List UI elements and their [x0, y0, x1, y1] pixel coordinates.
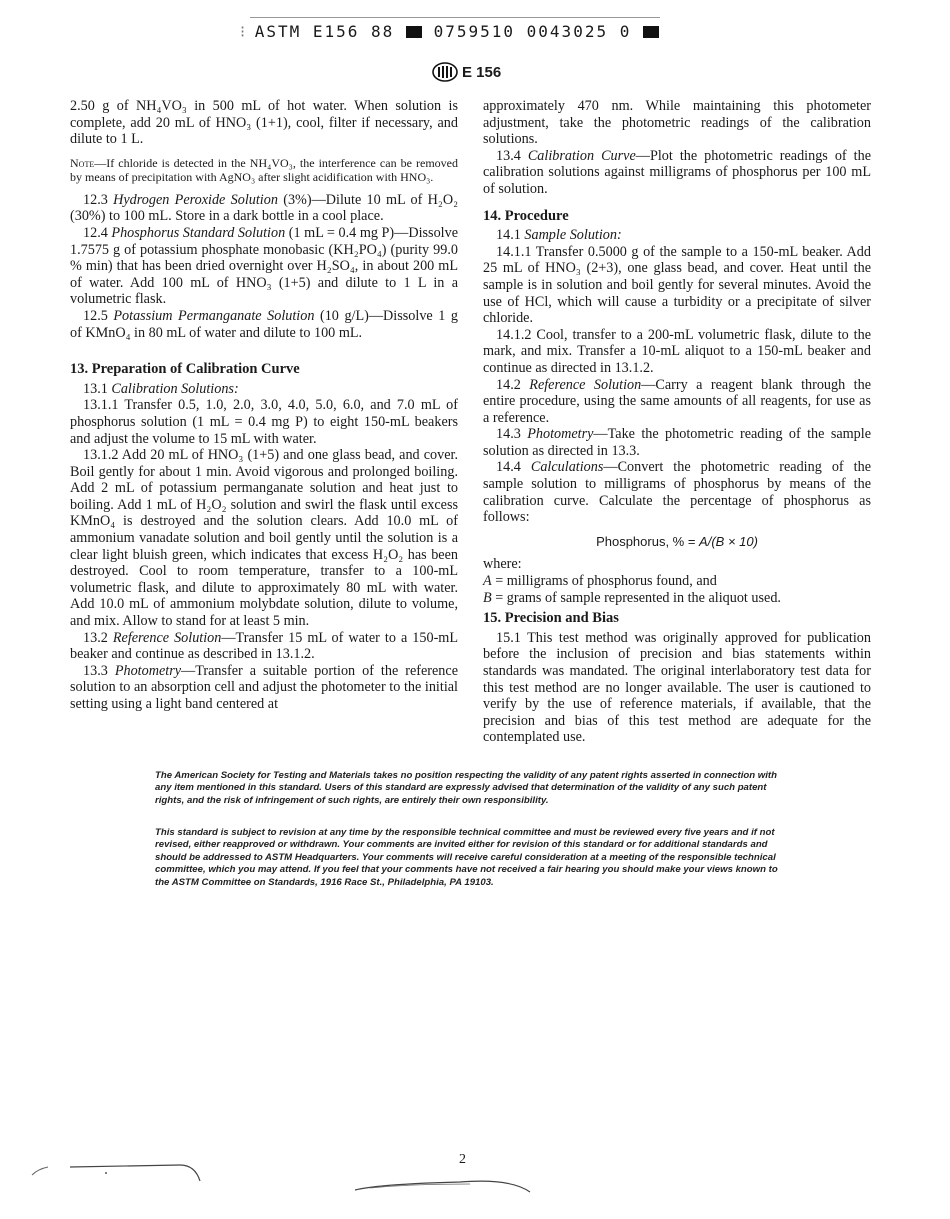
scan-mark-left: [30, 1155, 210, 1195]
paragraph-14-3: [483, 426, 871, 459]
symbol-b: B: [483, 589, 492, 606]
para-number: 14.2: [496, 376, 521, 393]
paragraph-12-2-cont: 2.50 g of NH₄VO₃ in 500 mL of hot water. When solution is complete, add 20 mL of HNO₃ (1+1), cool, filter if necessary, and dilute to 1 L.: [70, 98, 458, 148]
section-14-heading: 14. Procedure: [483, 207, 569, 224]
paragraph-13-4: [483, 148, 871, 198]
para-text: (1 mL = 0.4 mg P)—Dissolve 1.7575 g of potassium phosphate monobasic (KH₂PO₄) (purity 99.0 % min) that has been dried overnight over H₂SO₄, in about 200 mL of water. Add 100 mL of HNO₃ (1+5) and dilute to 1 L in a volumetric flask.: [70, 224, 459, 308]
section-13-heading: 13. Preparation of Calibration Curve: [70, 361, 300, 378]
phosphorus-formula: [483, 534, 871, 551]
para-title: Potassium Permanganate Solution: [113, 307, 315, 324]
paragraph-14-4: [483, 459, 871, 525]
para-number: 13.3: [83, 662, 108, 679]
para-title: Photometry: [527, 426, 594, 443]
para-title: Calibration Curve: [527, 147, 636, 164]
para-number: 13.1: [83, 380, 108, 397]
note-text: —If chloride is detected in the NH₄VO₃, the interference can be removed by means of precipitation with AgNO₃ after slight acidification with HNO₃.: [70, 155, 458, 184]
symbol-a: A: [483, 573, 492, 590]
para-title: Reference Solution: [529, 376, 642, 393]
scan-mark-bottom: [350, 1170, 540, 1200]
para-number: 14.1: [496, 227, 521, 244]
definition-b-text: = grams of sample represented in the aliquot used.: [491, 589, 781, 606]
paragraph-13-2: [70, 630, 458, 663]
para-title: Phosphorus Standard Solution: [111, 224, 286, 241]
para-text: —Convert the photometric reading of the sample solution to milligrams of phosphorus by means of the calibration curve. Calculate the percentage of phosphorus as follows:: [483, 459, 871, 526]
note-label: Note: [70, 155, 95, 170]
redaction-block: [643, 26, 659, 38]
right-column: [483, 98, 871, 746]
paragraph-13-3: [70, 663, 458, 713]
para-number: 12.3: [83, 191, 108, 208]
code-middle: 0759510 0043025 0: [433, 22, 632, 41]
formula-rhs: A/(B × 10): [699, 533, 758, 549]
para-number: 12.5: [83, 307, 108, 324]
header-rule: [250, 17, 660, 18]
formula-lhs: Phosphorus, % =: [596, 533, 700, 549]
where-label: where:: [483, 556, 522, 573]
para-number: 13.2: [83, 629, 108, 646]
para-title: Calculations: [530, 459, 604, 476]
code-prefix: ASTM E156 88: [254, 22, 395, 41]
section-15-heading: 15. Precision and Bias: [483, 610, 619, 627]
para-number: 12.4: [83, 224, 108, 241]
para-number: 13.4: [496, 147, 521, 164]
document-code-header: ⁝ ASTM E156 88 0759510 0043025 0: [240, 22, 710, 41]
para-text: —Transfer a suitable portion of the reference solution to an absorption cell and adjust the photometer to the initial setting using a light band centered at: [70, 662, 459, 712]
para-title: Sample Solution:: [524, 227, 622, 244]
para-title: Calibration Solutions:: [111, 380, 239, 397]
paragraph-13-3-cont: approximately 470 nm. While maintaining this photometer adjustment, take the photometric readings of the calibration solutions.: [483, 98, 871, 148]
standard-heading: [432, 62, 501, 82]
para-text: —Take the photometric reading of the sample solution as directed in 13.3.: [483, 426, 872, 459]
page-number: 2: [459, 1152, 466, 1167]
paragraph-13-1-2: 13.1.2 Add 20 mL of HNO₃ (1+5) and one glass bead, and cover. Boil gently for about 1 min. Avoid vigorous and prolonged boiling. Add 2 mL of potassium permanganate solution and heat just to boiling. Add 1 mL of H₂O₂ solution and swirl the flask until excess KMnO₄ is destroyed and the solution clears. Add 10.0 mL of ammonium vanadate solution and boil gently until the solution is a clear light bluish green, which indicates that excess H₂O₂ has been destroyed. Cool to room temperature, transfer to a 100-mL volumetric flask, and dilute to approximately 80 mL with water. Add 10.0 mL of ammonium molybdate solution, dilute to volume, and mix. Allow to stand for at least 5 min.: [70, 447, 458, 630]
paragraph-15-1: 15.1 This test method was originally approved for publication before the inclusion of precision and bias statements within standards was mandated. The original interlaboratory test data for this test method are no longer available. The user is cautioned to verify by the use of reference materials, if available, that the precision and bias of this test method are adequate for the contemplated use.: [483, 629, 871, 746]
paragraph-14-1: [483, 227, 871, 244]
revision-notice: This standard is subject to revision at any time by the responsible technical committee and must be reviewed every five years and if not revised, either reapproved or withdrawn. Your comments are invited either for revision of this standard or for additional standards and should be addressed to ASTM Headquarters. Your comments will receive careful consideration at a meeting of the responsible technical committee, which you may attend. If you feel that your comments have not received a fair hearing you should make your views known to the ASTM Committee on Standards, 1916 Race St., Philadelphia, PA 19103.: [155, 827, 778, 888]
paragraph-12-4: [70, 225, 458, 308]
definition-b: [483, 590, 871, 607]
para-title: Reference Solution: [112, 629, 222, 646]
paragraph-14-1-2: 14.1.2 Cool, transfer to a 200-mL volumetric flask, dilute to the mark, and mix. Transfer a 10-mL aliquot to a 150-mL beaker and continue as directed in 13.1.2.: [483, 326, 871, 376]
paragraph-13-1: [70, 381, 458, 398]
definition-a-text: = milligrams of phosphorus found, and: [491, 573, 717, 590]
para-text: (3%)—Dilute 10 mL of H₂O₂ (30%) to 100 mL. Store in a dark bottle in a cool place.: [70, 191, 459, 225]
patent-notice: The American Society for Testing and Materials takes no position respecting the validity of any patent rights asserted in connection with any item mentioned in this standard. Users of this standard are expressly advised that determination of the validity of any such patent rights, and the risk of infringement of such rights, are entirely their own responsibility.: [155, 770, 777, 806]
para-text: —Plot the photometric readings of the calibration solutions against milligrams of phosphorus per 100 mL of solution.: [483, 147, 871, 197]
para-title: Hydrogen Peroxide Solution: [113, 191, 278, 208]
paragraph-12-3: [70, 192, 458, 225]
para-text: —Carry a reagent blank through the entire procedure, using the same amounts of all reagents, for use as a reference.: [483, 376, 871, 426]
para-number: 14.4: [496, 459, 521, 476]
paragraph-14-1-1: 14.1.1 Transfer 0.5000 g of the sample to a 150-mL beaker. Add 25 mL of HNO₃ (2+3), one glass bead, and cover. Heat until the sample is in solution and boil gently for several minutes. Avoid the use of HCl, which will cause a turbidity or a precipitate of silver chloride.: [483, 243, 871, 327]
paragraph-13-1-1: 13.1.1 Transfer 0.5, 1.0, 2.0, 3.0, 4.0, 5.0, 6.0, and 7.0 mL of phosphorus solution (1 mL = 0.4 mg P) to eight 150-mL beakers and adjust the volume to 15 mL with water.: [70, 397, 458, 447]
paragraph-12-5: [70, 308, 458, 341]
standard-number: E 156: [462, 63, 502, 81]
note: [70, 156, 458, 184]
left-column: [70, 98, 458, 713]
astm-logo-icon: [432, 62, 458, 82]
redaction-block: [406, 26, 422, 38]
para-text: (10 g/L)—Dissolve 1 g of KMnO₄ in 80 mL of water and dilute to 100 mL.: [70, 307, 459, 341]
para-number: 14.3: [496, 426, 521, 443]
para-text: —Transfer 15 mL of water to a 150-mL beaker and continue as described in 13.1.2.: [70, 629, 458, 663]
definition-a: [483, 573, 871, 590]
paragraph-14-2: [483, 377, 871, 427]
para-title: Photometry: [114, 662, 182, 679]
